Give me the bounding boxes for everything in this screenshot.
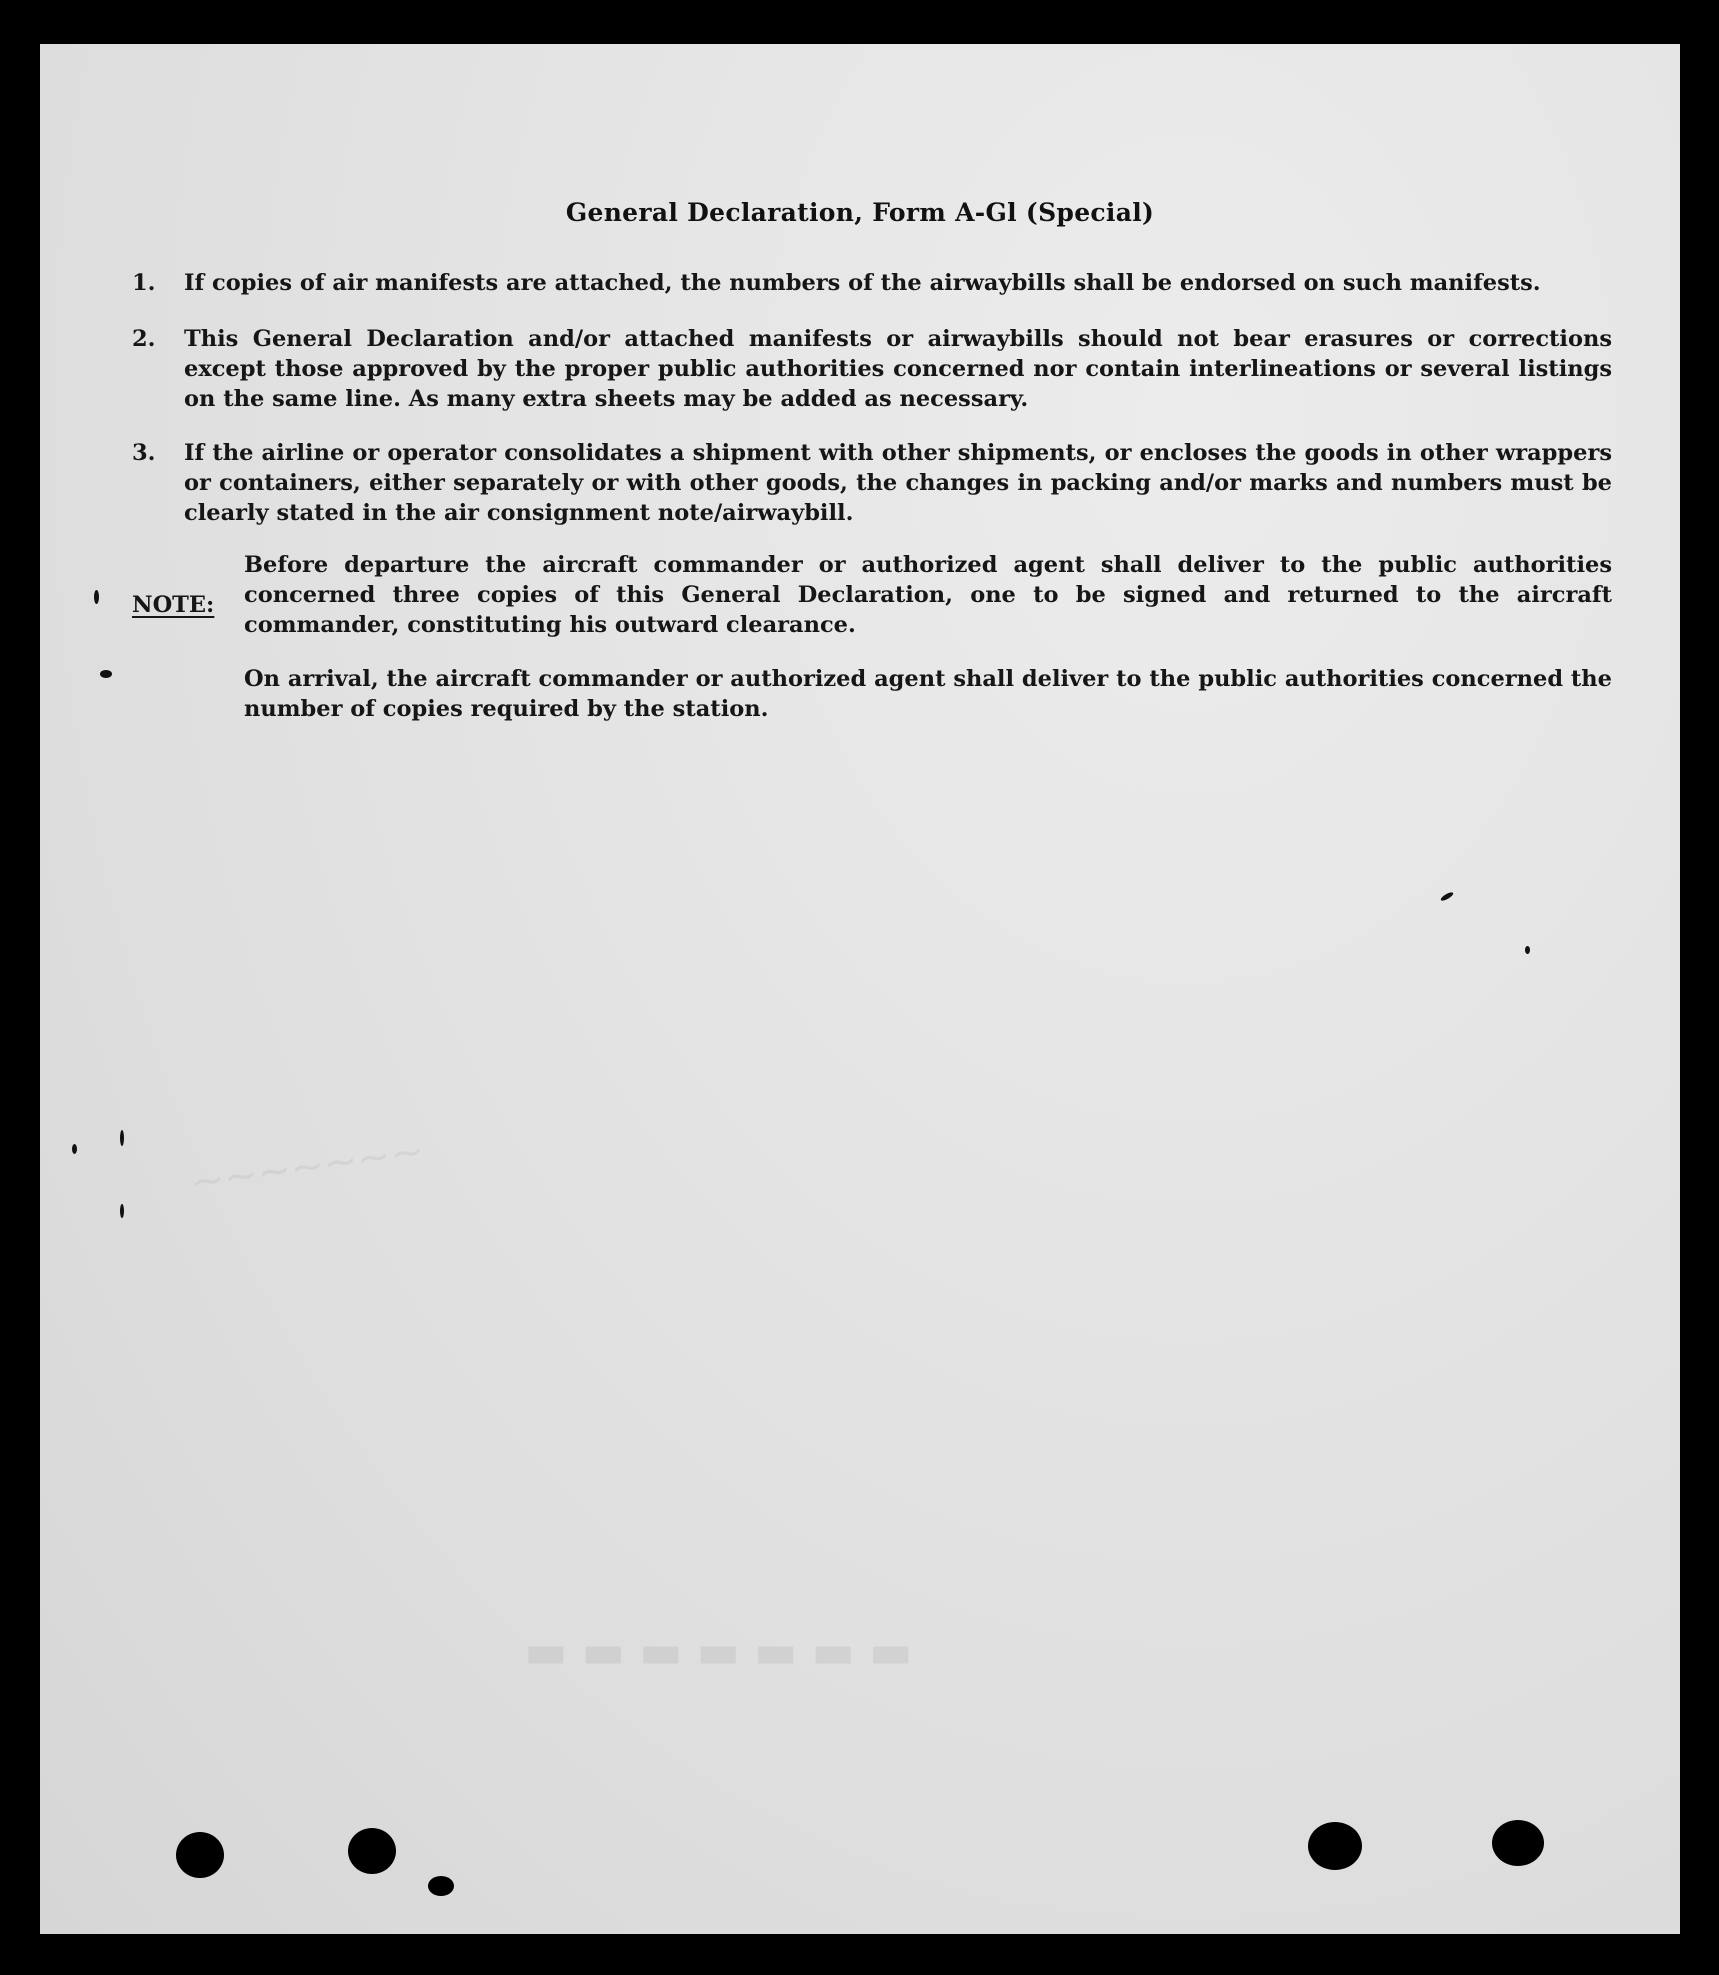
bleed-through-mark: ~~~~~~~ bbox=[187, 1127, 427, 1207]
page-title: General Declaration, Form A-Gl (Special) bbox=[565, 198, 1155, 227]
list-item bbox=[132, 268, 1612, 298]
ink-speck bbox=[1525, 946, 1530, 954]
item-text: If copies of air manifests are attached, the numbers of the airwaybills shall be endorsed on such manifests. bbox=[184, 270, 1541, 296]
list-item bbox=[132, 324, 1612, 414]
item-number: 1. bbox=[132, 270, 156, 296]
punch-hole bbox=[176, 1832, 224, 1878]
note-label: NOTE: bbox=[132, 592, 215, 618]
bleed-through-mark: ▬▬▬▬▬▬▬ bbox=[510, 1624, 913, 1678]
ink-speck bbox=[120, 1204, 124, 1218]
ink-speck bbox=[72, 1144, 77, 1154]
item-text: This General Declaration and/or attached manifests or airwaybills should not bear erasures or corrections except those approved by the proper public authorities concerned nor contain interlineations or several listings on the same line. As many extra sheets may be added as necessary. bbox=[184, 326, 1612, 412]
punch-hole bbox=[348, 1828, 396, 1874]
item-number: 2. bbox=[132, 326, 156, 352]
punch-hole bbox=[1492, 1820, 1544, 1866]
punch-hole bbox=[428, 1876, 454, 1896]
document-page bbox=[40, 44, 1680, 1934]
ink-speck bbox=[1440, 891, 1455, 902]
item-number: 3. bbox=[132, 440, 156, 466]
note-paragraph: On arrival, the aircraft commander or authorized agent shall deliver to the public authorities concerned the number of copies required by the station. bbox=[244, 666, 1612, 722]
item-text: If the airline or operator consolidates a shipment with other shipments, or encloses the goods in other wrappers or containers, either separately or with other goods, the changes in packing and/or marks and numbers must be clearly stated in the air consignment note/airwaybill. bbox=[184, 440, 1612, 526]
ink-speck bbox=[100, 670, 112, 678]
note-paragraph: Before departure the aircraft commander or authorized agent shall deliver to the public authorities concerned three copies of this General Declaration, one to be signed and returned to the aircraft commander, constituting his outward clearance. bbox=[244, 552, 1612, 638]
list-item bbox=[132, 438, 1612, 528]
ink-speck bbox=[94, 590, 99, 604]
punch-hole bbox=[1308, 1822, 1362, 1870]
ink-speck bbox=[120, 1130, 124, 1146]
